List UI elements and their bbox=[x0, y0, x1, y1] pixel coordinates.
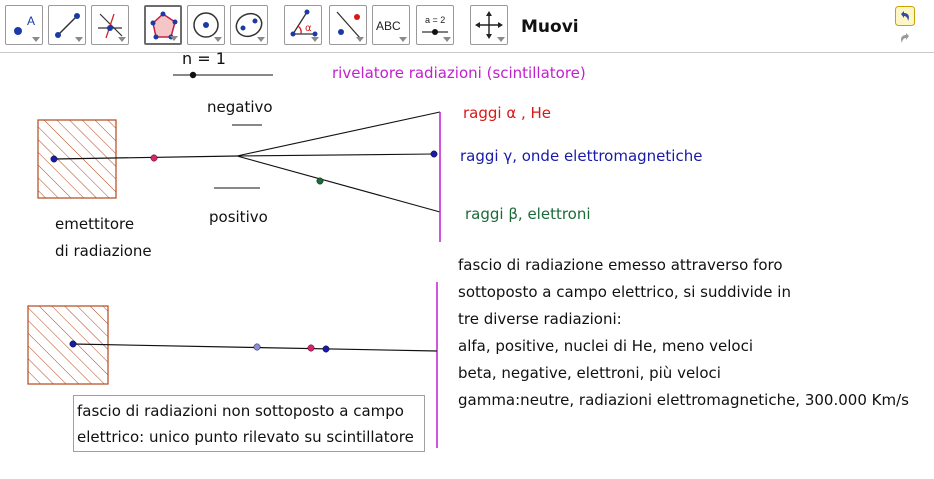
description-line-1: fascio di radiazione emesso attraverso foro bbox=[458, 256, 783, 274]
reflect-tool-button[interactable] bbox=[329, 5, 367, 45]
description-line-2: sottoposto a campo elettrico, si suddivide in bbox=[458, 283, 791, 301]
caption-line-2: elettrico: unico punto rilevato su scintillatore bbox=[77, 428, 414, 446]
negative-label: negativo bbox=[207, 98, 273, 116]
perpendicular-line-tool-button[interactable] bbox=[91, 5, 129, 45]
line-tool-button[interactable] bbox=[48, 5, 86, 45]
caption-line-1: fascio di radiazioni non sottoposto a campo bbox=[77, 402, 404, 420]
mode-label: Muovi bbox=[521, 17, 579, 37]
slider-tool-button[interactable] bbox=[416, 5, 454, 45]
undo-icon bbox=[895, 6, 915, 26]
emitter-label-line2: di radiazione bbox=[55, 242, 152, 260]
slider-n[interactable] bbox=[173, 72, 273, 78]
ray-alpha bbox=[237, 112, 440, 156]
point-source-upper[interactable] bbox=[51, 156, 57, 162]
emitter-label-line1: emettitore bbox=[55, 215, 135, 233]
point-beta[interactable] bbox=[317, 178, 323, 184]
undo-button[interactable] bbox=[895, 6, 915, 26]
beta-label: raggi β, elettroni bbox=[465, 205, 591, 223]
svg-text:ABC: ABC bbox=[376, 19, 401, 33]
slider-label: n = 1 bbox=[182, 49, 226, 68]
conic-tool-button[interactable] bbox=[230, 5, 268, 45]
alpha-label: raggi α , He bbox=[463, 104, 552, 122]
toolbar bbox=[0, 0, 934, 53]
circle-tool-button[interactable] bbox=[187, 5, 225, 45]
angle-tool-button[interactable] bbox=[284, 5, 322, 45]
point-tool-button[interactable] bbox=[5, 5, 43, 45]
text-tool-button[interactable] bbox=[372, 5, 410, 45]
description-line-6: gamma:neutre, radiazioni elettromagnetiche, 300.000 Km/s bbox=[458, 391, 909, 409]
svg-text:a = 2: a = 2 bbox=[425, 15, 446, 25]
description-line-3: tre diverse radiazioni: bbox=[458, 310, 622, 328]
point-beam-lower-3[interactable] bbox=[323, 346, 329, 352]
point-beam-lower-1[interactable] bbox=[254, 344, 260, 350]
polygon-tool-button[interactable] bbox=[144, 5, 182, 45]
ray-gamma bbox=[237, 154, 434, 156]
positive-label: positivo bbox=[209, 208, 268, 226]
point-beam-lower-2[interactable] bbox=[308, 345, 314, 351]
point-gamma-hit[interactable] bbox=[431, 151, 437, 157]
svg-text:A: A bbox=[27, 14, 36, 28]
caption-box bbox=[73, 395, 425, 452]
move-graphics-tool-button[interactable] bbox=[470, 5, 508, 45]
ray-beta bbox=[237, 156, 440, 212]
point-source-lower[interactable] bbox=[70, 341, 76, 347]
redo-button[interactable] bbox=[895, 28, 915, 48]
point-beam-upper[interactable] bbox=[151, 155, 157, 161]
description-line-5: beta, negative, elettroni, più veloci bbox=[458, 364, 721, 382]
gamma-label: raggi γ, onde elettromagnetiche bbox=[460, 147, 703, 165]
detector-label: rivelatore radiazioni (scintillatore) bbox=[332, 64, 586, 82]
svg-text:α: α bbox=[305, 23, 312, 34]
redo-icon bbox=[895, 28, 915, 48]
description-line-4: alfa, positive, nuclei di He, meno veloci bbox=[458, 337, 753, 355]
